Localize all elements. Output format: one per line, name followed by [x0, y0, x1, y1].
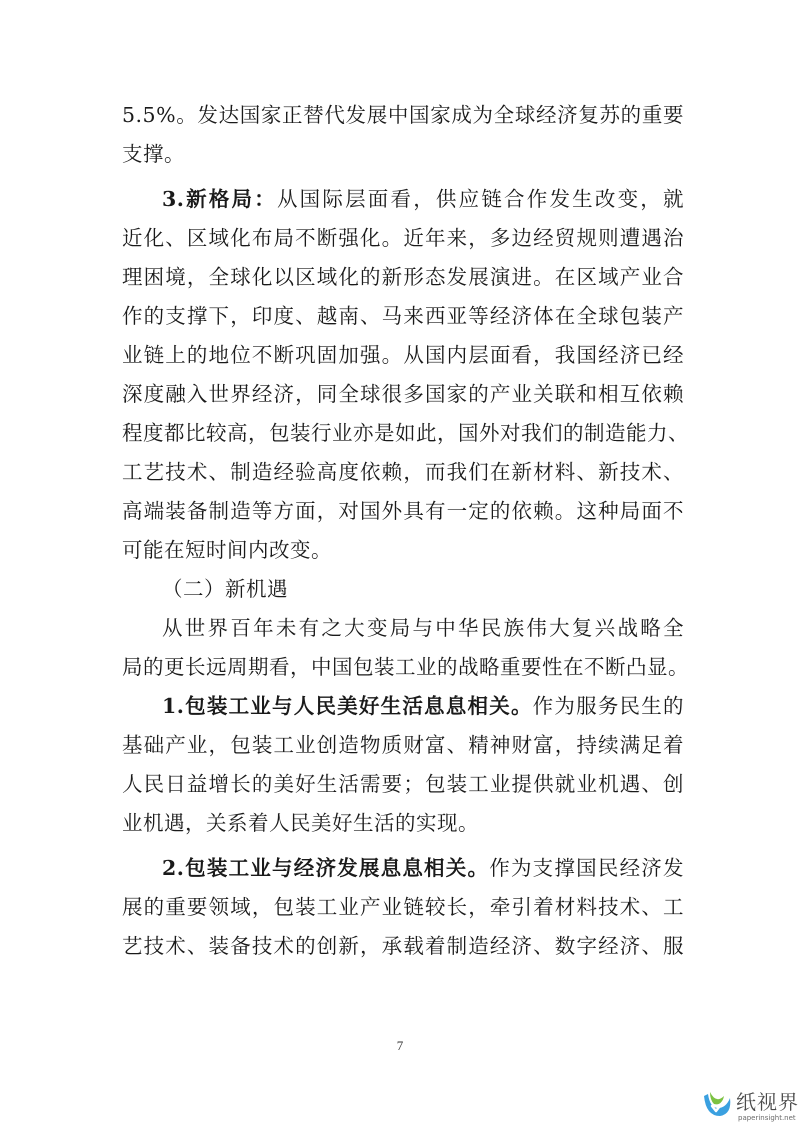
body-text	[122, 96, 689, 966]
text-line	[122, 570, 684, 609]
line-text: 艺技术、装备技术的创新，承载着制造经济、数字经济、服	[122, 934, 684, 958]
text-line	[122, 849, 684, 888]
text-line	[122, 180, 684, 219]
text-line	[122, 297, 684, 336]
line-text: 从世界百年未有之大变局与中华民族伟大复兴战略全	[162, 616, 684, 640]
watermark-url: paperinsight.net	[738, 1114, 796, 1122]
line-text: 支撑。	[122, 142, 185, 166]
line-text: 深度融入世界经济，同全球很多国家的产业关联和相互依赖	[122, 382, 684, 406]
text-line	[122, 258, 684, 297]
text-line	[122, 687, 684, 726]
line-text: 局的更长远周期看，中国包装工业的战略重要性在不断凸显。	[122, 655, 689, 679]
text-line	[122, 765, 684, 804]
line-text: 5.5%。发达国家正替代发展中国家成为全球经济复苏的重要	[122, 103, 684, 127]
text-line	[122, 927, 684, 966]
text-line	[122, 336, 684, 375]
line-text: 基础产业，包装工业创造物质财富、精神财富，持续满足着	[122, 733, 684, 757]
text-line	[122, 375, 684, 414]
text-line	[122, 609, 684, 648]
text-line	[122, 492, 684, 531]
text-line	[122, 888, 684, 927]
text-line	[122, 135, 684, 174]
text-line	[122, 453, 684, 492]
text-line	[122, 726, 684, 765]
text-line	[122, 96, 684, 135]
line-text: 作为服务民生的	[532, 694, 685, 718]
line-text: 理困境，全球化以区域化的新形态发展演进。在区域产业合	[122, 265, 684, 289]
line-text: 可能在短时间内改变。	[122, 538, 332, 562]
page-number: 7	[396, 1038, 404, 1053]
line-text: 展的重要领域，包装工业产业链较长，牵引着材料技术、工	[122, 895, 684, 919]
bold-heading: 2.包装工业与经济发展息息相关。	[162, 856, 490, 880]
text-line	[122, 648, 689, 687]
line-text: 近化、区域化布局不断强化。近年来，多边经贸规则遭遇治	[122, 226, 684, 250]
paperinsight-logo-icon	[700, 1086, 734, 1120]
watermark-title: 纸视界	[736, 1090, 799, 1114]
line-text: 程度都比较高，包装行业亦是如此，国外对我们的制造能力、	[122, 421, 689, 445]
line-text: 工艺技术、制造经验高度依赖，而我们在新材料、新技术、	[122, 460, 684, 484]
line-text: 作的支撑下，印度、越南、马来西亚等经济体在全球包装产	[122, 304, 684, 328]
text-line	[122, 414, 689, 453]
text-line	[122, 531, 684, 570]
bold-heading: 1.包装工业与人民美好生活息息相关。	[162, 694, 533, 718]
line-text: 高端装备制造等方面，对国外具有一定的依赖。这种局面不	[122, 499, 684, 523]
line-text: （二）新机遇	[162, 577, 288, 601]
line-text: 作为支撑国民经济发	[489, 856, 685, 880]
text-line	[122, 219, 684, 258]
line-text: 从国际层面看，供应链合作发生改变，就	[276, 187, 685, 211]
bold-heading: 3.新格局：	[162, 187, 277, 211]
text-line	[122, 804, 684, 843]
line-text: 业机遇，关系着人民美好生活的实现。	[122, 811, 479, 835]
line-text: 业链上的地位不断巩固加强。从国内层面看，我国经济已经	[122, 343, 684, 367]
watermark	[700, 1084, 799, 1128]
line-text: 人民日益增长的美好生活需要；包装工业提供就业机遇、创	[122, 772, 684, 796]
